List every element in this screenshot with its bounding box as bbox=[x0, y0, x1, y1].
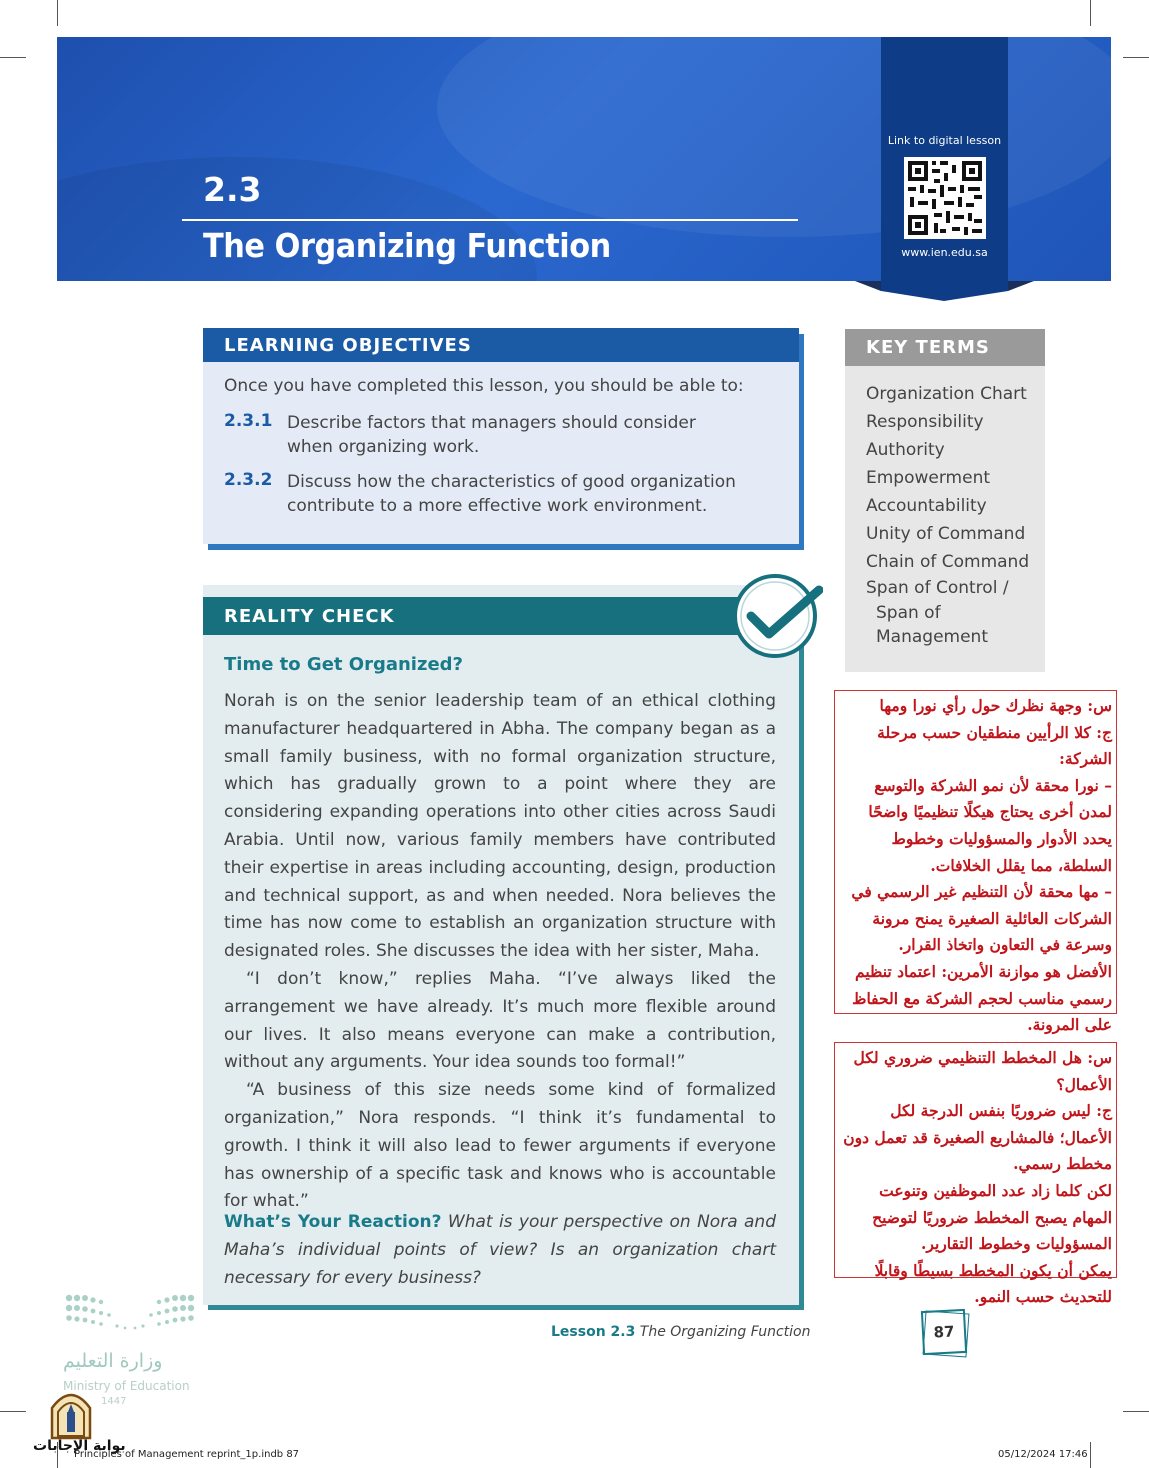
lesson-title: The Organizing Function bbox=[203, 226, 611, 265]
key-term: Accountability bbox=[866, 496, 987, 516]
answers-portal-logo-icon bbox=[48, 1386, 94, 1440]
key-term: Chain of Command bbox=[866, 552, 1030, 572]
reality-check-body bbox=[224, 688, 776, 1216]
key-term-line: Span of bbox=[876, 602, 941, 623]
checkmark-icon bbox=[731, 572, 823, 664]
panel-fold-left bbox=[855, 281, 881, 291]
panel-fold-right bbox=[1008, 281, 1034, 291]
note-line: – نورا محقة لأن نمو الشركة والتوسع لمدن أخرى يحتاج هيكلًا تنظيميًا واضحًا يحدد الأدوار والمسؤوليات وخطوط السلطة، مما يقلل الخلافات. bbox=[868, 775, 1112, 875]
digital-lesson-url[interactable]: www.ien.edu.sa bbox=[901, 246, 988, 259]
page-number: 87 bbox=[921, 1309, 967, 1355]
crop-mark bbox=[0, 57, 26, 58]
qr-code-icon[interactable] bbox=[904, 157, 986, 239]
ministry-year: 1447 bbox=[101, 1396, 127, 1407]
story-paragraph: “I don’t know,” replies Maha. “I’ve always liked the arrangement we have already. It’s much more flexible around our lives. It also means everyone can make a contribution, without any arguments. Your idea sounds too formal!” bbox=[224, 968, 776, 1073]
objective-text: Describe factors that managers should consider when organizing work. bbox=[287, 413, 696, 457]
objective-text: Discuss how the characteristics of good organization contribute to a more effective work environment. bbox=[287, 472, 736, 516]
crop-mark bbox=[1090, 0, 1091, 26]
reality-check-subtitle: Time to Get Organized? bbox=[224, 654, 463, 675]
reaction-prompt bbox=[224, 1208, 776, 1292]
key-term: Empowerment bbox=[866, 468, 991, 488]
note-line: – مها محقة لأن التنظيم غير الرسمي في الشركات العائلية الصغيرة يمنح مرونة وسرعة في التعاون واتخاذ القرار. bbox=[851, 882, 1112, 955]
story-paragraph: Norah is on the senior leadership team of an ethical clothing manufacturer headquartered in Abha. The company began as a small family business, with no formal organization structure, which has gradually grown to a point where they are considering expanding operations into other cities across Saudi Arabia. Until now, various family members have contributed their expertise in areas including accounting, design, production and technical support, as and when needed. Nora believes the time has now come to establish an organization structure with designated roles. She discusses the idea with her sister, Maha. bbox=[224, 691, 776, 962]
crop-mark bbox=[1123, 57, 1149, 58]
key-terms-list bbox=[866, 380, 1041, 650]
objective-number: 2.3.1 bbox=[224, 411, 273, 431]
crop-mark bbox=[1090, 1442, 1091, 1468]
answers-portal-name: بوابة الإجابات bbox=[33, 1438, 126, 1454]
key-term bbox=[866, 576, 1041, 650]
note-line: ج: ليس ضروريًا بنفس الدرجة لكل الأعمال؛ فالمشاريع الصغيرة قد تعمل دون مخطط رسمي. bbox=[843, 1101, 1112, 1174]
note-line: لكن كلما زاد عدد الموظفين وتنوعت المهام يصبح المخطط ضروريًا لتوضيح المسؤوليات وخطوط التقارير. bbox=[872, 1180, 1112, 1254]
story-paragraph: “A business of this size needs some kind of formalized organization,” Nora responds. “I think it’s fundamental to growth. I think it will also lead to fewer arguments if everyone has ownership of a specific task and knows who is accountable for what.” bbox=[224, 1080, 776, 1212]
note-line: الأفضل هو موازنة الأمرين: اعتماد تنظيم رسمي مناسب لحجم الشركة مع الحفاظ على المرونة. bbox=[852, 961, 1112, 1035]
reaction-question: What is your perspective on Nora and Maha’s individual points of view? Is an organization chart necessary for every business? bbox=[224, 1212, 776, 1288]
key-terms-header: KEY TERMS bbox=[845, 329, 1045, 366]
reaction-lead: What’s Your Reaction? bbox=[224, 1212, 442, 1232]
key-term: Unity of Command bbox=[866, 524, 1026, 544]
key-term-line: Span of Control / bbox=[866, 578, 1009, 598]
note-line: ج: كلا الرأيين منطقيان حسب مرحلة الشركة: bbox=[877, 722, 1112, 769]
crop-mark bbox=[0, 1411, 26, 1412]
print-file-info: Principles of Management reprint_1p.indb 87 bbox=[74, 1449, 300, 1460]
footer-lesson-label: Lesson 2.3 bbox=[551, 1324, 636, 1340]
lesson-number: 2.3 bbox=[203, 170, 262, 209]
footer-lesson bbox=[551, 1324, 810, 1340]
crop-mark bbox=[1123, 1411, 1149, 1412]
objective-number: 2.3.2 bbox=[224, 470, 273, 490]
footer-lesson-title: The Organizing Function bbox=[639, 1324, 811, 1340]
key-term: Organization Chart bbox=[866, 384, 1027, 404]
arabic-answer-note bbox=[834, 1042, 1117, 1307]
ministry-logo-icon bbox=[63, 1292, 198, 1337]
panel-point bbox=[881, 291, 1008, 301]
print-date-info: 05/12/2024 17:46 bbox=[998, 1449, 1088, 1460]
key-term: Responsibility bbox=[866, 412, 984, 432]
ministry-name-arabic: وزارة التعليم bbox=[63, 1350, 163, 1372]
title-divider bbox=[182, 219, 798, 221]
digital-lesson-label: Link to digital lesson bbox=[887, 134, 1002, 147]
note-line: س: وجهة نظرك حول رأي نورا ومها bbox=[879, 696, 1112, 715]
ministry-name-english: Ministry of Education bbox=[63, 1379, 190, 1393]
key-term: Authority bbox=[866, 440, 945, 460]
reality-check-header: REALITY CHECK bbox=[203, 597, 799, 635]
note-line: س: هل المخطط التنظيمي ضروري لكل الأعمال؟ bbox=[853, 1048, 1112, 1094]
note-line: يمكن أن يكون المخطط بسيطًا وقابلًا للتحديث حسب النمو. bbox=[874, 1260, 1112, 1307]
key-term-line: Management bbox=[876, 627, 988, 647]
learning-objectives-header: LEARNING OBJECTIVES bbox=[203, 328, 799, 362]
learning-objectives-intro: Once you have completed this lesson, you should be able to: bbox=[224, 376, 744, 396]
crop-mark bbox=[57, 0, 58, 26]
arabic-answer-note bbox=[834, 690, 1117, 1035]
